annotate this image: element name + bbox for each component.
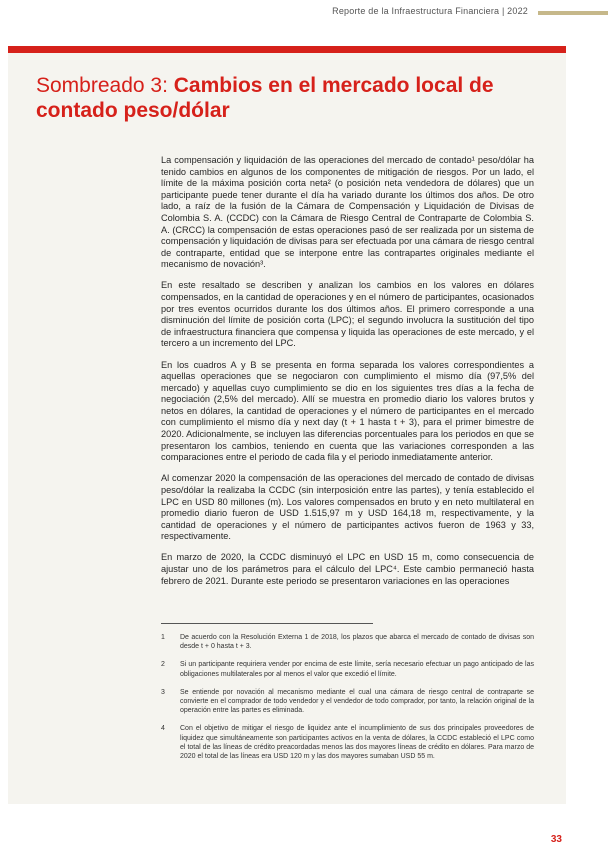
footnote-text: Si un participante requiriera vender por encima de este límite, sería necesario efectuar un pago anticipado de las obligaciones multilaterales por al menos el valor que excedió el límite. [180, 661, 534, 678]
footnote-text: De acuerdo con la Resolución Externa 1 de 2018, los plazos que abarca el mercado de contado de divisas son desde t + 0 hasta t + 3. [180, 634, 534, 651]
footnote-number: 4 [161, 725, 165, 733]
paragraph: Al comenzar 2020 la compensación de las operaciones del mercado de contado de divisas peso/dólar la realizaba la CCDC (sin interposición entre las partes), y tenía establecido el LPC en USD 80 millones (m). Los valores compensados en bruto y en neto multilateral en promedio diario fueron de USD 1.515,97 m y USD 164,18 m, respectivamente, y la cantidad de operaciones y el número de participantes activos fueron de 1963 y 33, respectivamente. [161, 473, 534, 542]
paragraph: En los cuadros A y B se presenta en forma separada los valores correspondientes a aquellas operaciones que se negociaron con cumplimiento el mismo día (97,5% del mercado) y aquellas cuyo cumplimiento se dio en los siguientes tres días a la fecha de negociación (2,5% del mercado). Allí se muestra en promedio diario los valores brutos y netos en dólares, la cantidad de operaciones y el número de participantes en el mercado con cumplimiento el mismo día y next day (t + 1 hasta t + 3), para el primer bimestre de 2020. Adicionalmente, se incluyen las diferencias porcentuales para los periodos en que se presentaron los cambios, teniendo en cuenta que las variaciones corresponden a las comparaciones entre el periodo de cada fila y el periodo inmediatamente anterior. [161, 359, 534, 463]
footnote [161, 660, 534, 678]
footnote [161, 688, 534, 716]
box-title [36, 73, 556, 123]
footnote-text: Se entiende por novación al mecanismo mediante el cual una cámara de riesgo central de contraparte se convierte en el comprador de todo vendedor y el vendedor de todo comprador, por tanto, la relación original de la operación entre las partes es eliminada. [180, 688, 534, 715]
footnote-number: 2 [161, 661, 165, 669]
header-accent-bar [538, 11, 608, 15]
footnotes [161, 633, 534, 770]
footnote-number: 3 [161, 688, 165, 696]
page-header [0, 6, 608, 22]
box-title-lead: Sombreado 3: [36, 74, 174, 97]
page-number: 33 [550, 834, 562, 845]
paragraph: En marzo de 2020, la CCDC disminuyó el LPC en USD 15 m, como consecuencia de ajustar uno de los parámetros para el cálculo del LPC⁴. Este cambio permaneció hasta febrero de 2021. Durante este periodo se presentaron variaciones en las operaciones [161, 552, 534, 586]
body-text [161, 155, 534, 597]
paragraph: La compensación y liquidación de las operaciones del mercado de contado¹ peso/dólar ha tenido cambios en algunos de los componentes de mitigación de riesgos. Por un lado, el límite de la máxima posición corta neta² (o posición neta vendedora de dólares) que un participante puede tener durante el día ha variado durante los últimos dos años. De otro lado, a raíz de la fusión de la Cámara de Compensación y Liquidación de Divisas de Colombia S. A. (CCDC) con la Cámara de Riesgo Central de Contraparte de Colombia S. A. (CRCC) la compensación de estas operaciones pasó de ser realizada por un sistema de compensación y liquidación de divisas para ser efectuada por una cámara de riesgo central de contraparte, entidad que se interpone entre las contrapartes originales mediante el mecanismo de novación³. [161, 155, 534, 270]
footnote [161, 724, 534, 761]
header-title: Reporte de la Infraestructura Financiera | 2022 [332, 6, 528, 16]
footnote-separator [161, 623, 373, 624]
box-top-rule [8, 46, 566, 53]
box-title-main: Cambios en el mercado local de contado peso/dólar [36, 74, 494, 122]
footnote-number: 1 [161, 634, 165, 641]
footnote-text: Con el objetivo de mitigar el riesgo de liquidez ante el incumplimiento de sus dos principales proveedores de liquidez que simultáneamente son participantes activos en la venta de dólares, la CCDC estableció el LPC como el total de las líneas de crédito preacordadas menos las dos mayores líneas de crédito en dólares. Para marzo de 2020 el total de las líneas era USD 120 m y las dos mayores sumaban USD 55 m. [180, 725, 534, 761]
footnote [161, 633, 534, 651]
paragraph: En este resaltado se describen y analizan los cambios en los valores en dólares compensados, en la cantidad de operaciones y en el número de participantes, ocasionados por tres eventos ocurridos durante los dos últimos años. El primero corresponde a una disminución del límite de posición corta (LPC); el segundo involucra la sustitución del tipo de infraestructura financiera que compensa y liquida las operaciones de este mercado, y el tercero a un incremento del LPC. [161, 280, 534, 349]
